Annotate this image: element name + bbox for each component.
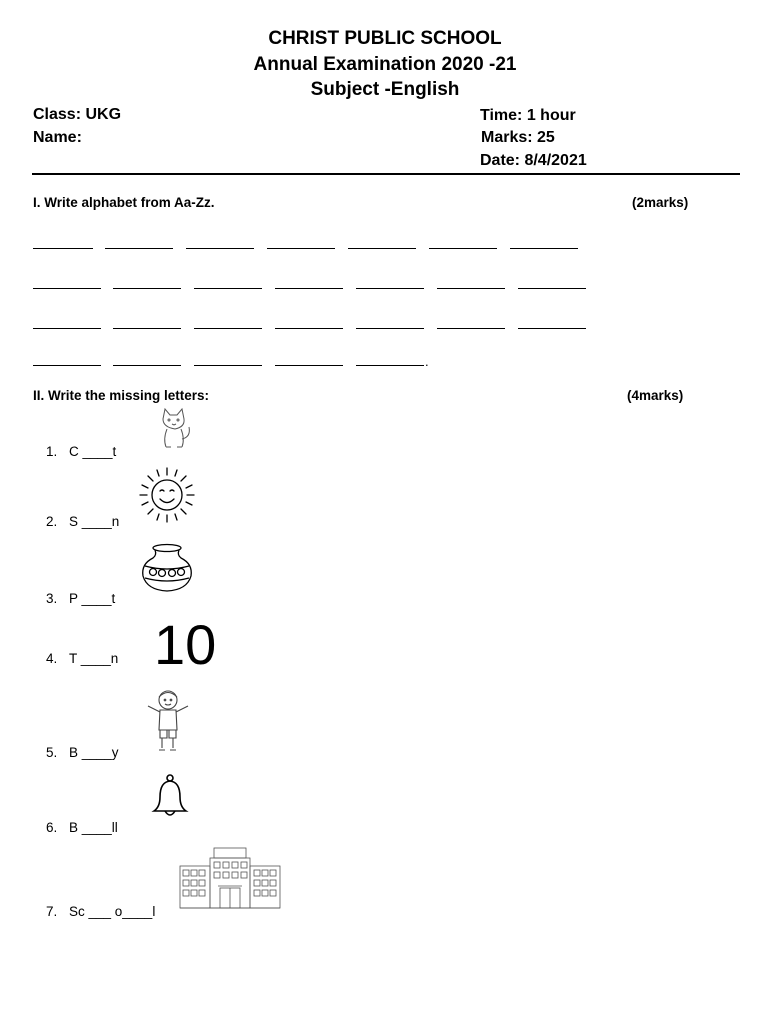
item-number: 2. xyxy=(46,514,58,529)
time-label: Time: 1 hour xyxy=(480,107,576,124)
item-word: Sc ___ o____l xyxy=(69,904,156,919)
alphabet-blank-line xyxy=(267,236,335,249)
school-building-icon xyxy=(178,846,282,910)
marks-label: Marks: 25 xyxy=(481,129,555,146)
alphabet-blank-line xyxy=(518,316,586,329)
ten-number: 10 xyxy=(154,613,217,676)
list-item xyxy=(46,444,116,460)
blank-end-mark: . xyxy=(425,354,429,369)
school-name: CHRIST PUBLIC SCHOOL xyxy=(268,28,502,49)
alphabet-blank-line xyxy=(356,353,424,366)
alphabet-blank-line xyxy=(186,236,254,249)
item-number: 6. xyxy=(46,820,58,835)
subject-title: Subject -English xyxy=(310,79,460,100)
item-word: C ____t xyxy=(69,444,117,459)
item-number: 5. xyxy=(46,745,58,760)
item-word: B ____y xyxy=(69,745,119,760)
section1-title: I. Write alphabet from Aa-Zz. xyxy=(33,195,215,210)
list-item xyxy=(46,514,119,530)
alphabet-blank-line xyxy=(113,316,181,329)
class-label: Class: UKG xyxy=(33,106,122,123)
alphabet-blank-line xyxy=(33,276,101,289)
alphabet-blank-line xyxy=(33,316,101,329)
item-number: 1. xyxy=(46,444,58,459)
header-divider xyxy=(32,173,740,175)
item-word: B ____ll xyxy=(69,820,118,835)
alphabet-blank-line xyxy=(33,236,93,249)
alphabet-blank-line xyxy=(113,276,181,289)
alphabet-blank-line xyxy=(437,316,505,329)
alphabet-blank-line xyxy=(33,353,101,366)
section2-marks: (4marks) xyxy=(627,388,684,403)
item-word: S ____n xyxy=(69,514,120,529)
item-number: 7. xyxy=(46,904,58,919)
cat-icon xyxy=(155,405,195,451)
alphabet-blank-line xyxy=(194,353,262,366)
section1-marks: (2marks) xyxy=(632,195,689,210)
alphabet-blank-line xyxy=(356,276,424,289)
alphabet-blank-line xyxy=(275,316,343,329)
pot-icon xyxy=(137,542,197,596)
alphabet-blank-line xyxy=(275,276,343,289)
alphabet-blank-line xyxy=(429,236,497,249)
alphabet-blank-line xyxy=(113,353,181,366)
alphabet-blank-line xyxy=(194,316,262,329)
bell-icon xyxy=(150,773,190,821)
alphabet-blank-line xyxy=(518,276,586,289)
item-word: T ____n xyxy=(69,651,119,666)
alphabet-blank-line xyxy=(510,236,578,249)
item-number: 4. xyxy=(46,651,58,666)
list-item xyxy=(46,904,155,920)
alphabet-blank-line xyxy=(105,236,173,249)
alphabet-blank-line xyxy=(356,316,424,329)
item-word: P ____t xyxy=(69,591,116,606)
exam-title: Annual Examination 2020 -21 xyxy=(253,54,517,75)
alphabet-blank-line xyxy=(275,353,343,366)
sun-icon xyxy=(134,466,200,524)
name-label: Name: xyxy=(33,129,82,146)
item-number: 3. xyxy=(46,591,58,606)
date-label: Date: 8/4/2021 xyxy=(480,152,587,169)
list-item xyxy=(46,820,118,836)
alphabet-blank-line xyxy=(437,276,505,289)
boy-icon xyxy=(142,686,194,756)
alphabet-blank-line xyxy=(194,276,262,289)
list-item xyxy=(46,651,118,667)
list-item xyxy=(46,591,115,607)
alphabet-blank-line xyxy=(348,236,416,249)
list-item xyxy=(46,745,119,761)
section2-title: II. Write the missing letters: xyxy=(33,388,210,403)
